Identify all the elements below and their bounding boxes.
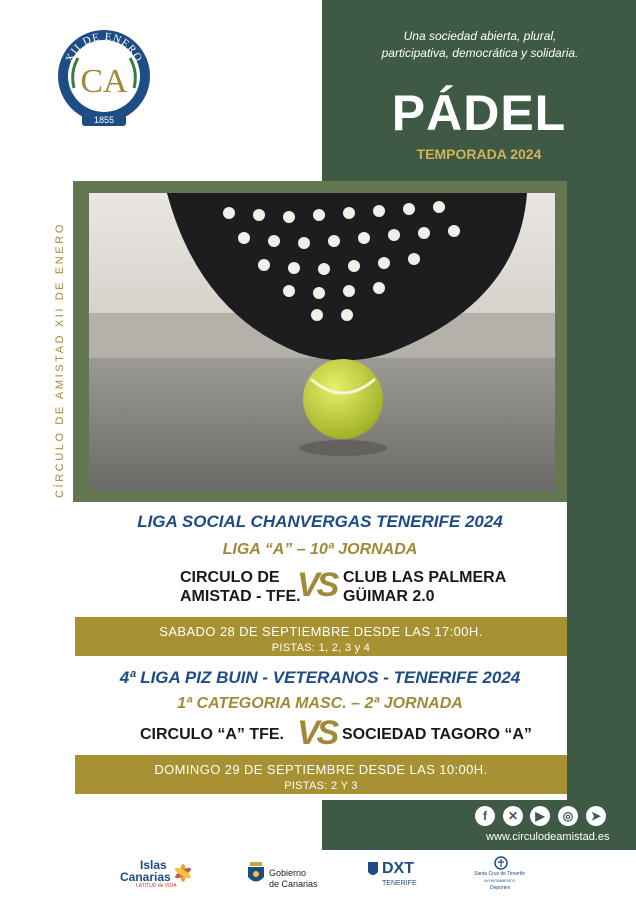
match-2-info-band xyxy=(75,755,567,794)
match-1-date: SABADO 28 DE SEPTIEMBRE DESDE LAS 17:00H. xyxy=(159,624,483,639)
match-1-subtitle: LIGA “A” – 10ª JORNADA xyxy=(222,541,418,558)
gobierno-line-1: Gobierno xyxy=(269,868,307,878)
santa-cruz-emblem-icon xyxy=(494,856,508,870)
match-1-vs-badge: VS xyxy=(297,566,337,604)
dxt-shield-icon xyxy=(368,862,378,878)
sponsor-santa-cruz xyxy=(470,856,534,894)
x-icon[interactable]: ✕ xyxy=(503,806,523,826)
padel-photo xyxy=(89,193,555,491)
match-1-home-line-2: AMISTAD - TFE. xyxy=(180,588,301,605)
logo-year: 1855 xyxy=(93,115,115,125)
tagline-line-2: participativa, democrática y solidaria. xyxy=(381,46,579,60)
logo-ring-text: XII DE ENERO xyxy=(63,30,145,65)
facebook-icon[interactable]: f xyxy=(475,806,495,826)
club-logo xyxy=(52,26,156,138)
page-title: PÁDEL xyxy=(391,85,567,141)
instagram-icon[interactable]: ◎ xyxy=(558,806,578,826)
match-1-away-line-1: CLUB LAS PALMERA xyxy=(343,569,507,586)
sponsor-dxt-tenerife xyxy=(368,856,428,894)
santa-cruz-line-2: AYUNTAMIENTO xyxy=(484,878,516,883)
islas-canarias-tagline: LATITUD de VIDA xyxy=(136,883,177,889)
match-1-away-line-2: GÜIMAR 2.0 xyxy=(343,588,435,605)
dxt-sub: TENERIFE xyxy=(382,880,417,887)
santa-cruz-line-3: Deportes xyxy=(490,885,511,891)
logo-monogram: CA xyxy=(80,63,128,100)
match-2-away-team: SOCIEDAD TAGORO “A” xyxy=(342,726,532,743)
islas-canarias-star-icon xyxy=(172,862,194,884)
sponsor-gobierno-canarias xyxy=(245,856,325,894)
sponsor-islas-canarias xyxy=(112,856,198,894)
match-2-subtitle: 1ª CATEGORIA MASC. – 2ª JORNADA xyxy=(177,695,463,712)
website-link[interactable]: www.circulodeamistad.es xyxy=(486,831,610,843)
match-1-home-team xyxy=(180,568,301,606)
match-1-courts: PISTAS: 1, 2, 3 y 4 xyxy=(271,642,371,654)
match-2-courts: PISTAS: 2 Y 3 xyxy=(284,780,358,792)
match-1-home-line-1: CIRCULO DE xyxy=(180,569,280,586)
match-2-vs-badge: VS xyxy=(297,714,337,752)
islas-canarias-line-2: Canarias xyxy=(120,870,171,884)
telegram-icon[interactable]: ➤ xyxy=(586,806,606,826)
santa-cruz-line-1: Santa Cruz de Tenerife xyxy=(474,871,526,877)
match-2-home-team: CIRCULO “A” TFE. xyxy=(140,726,284,743)
season-label: TEMPORADA 2024 xyxy=(416,146,542,162)
gobierno-crest-icon xyxy=(247,860,265,886)
tagline xyxy=(330,28,630,62)
gobierno-line-2: de Canarias xyxy=(269,879,318,889)
match-1-info-band xyxy=(75,617,567,656)
youtube-icon[interactable]: ▶ xyxy=(530,806,550,826)
match-1-away-team xyxy=(343,568,506,606)
match-1-league-title: LIGA SOCIAL CHANVERGAS TENERIFE 2024 xyxy=(137,512,503,531)
match-2-league-title: 4ª LIGA PIZ BUIN - VETERANOS - TENERIFE 2024 xyxy=(119,668,521,687)
dxt-name: DXT xyxy=(382,860,414,877)
vertical-club-name: CÍRCULO DE AMISTAD XII DE ENERO xyxy=(54,222,66,498)
tagline-line-1: Una sociedad abierta, plural, xyxy=(403,29,557,43)
match-2-date: DOMINGO 29 DE SEPTIEMBRE DESDE LAS 10:00H. xyxy=(154,762,488,777)
islas-canarias-line-1: Islas xyxy=(140,858,167,872)
padel-racket-and-ball-illustration xyxy=(89,193,555,491)
